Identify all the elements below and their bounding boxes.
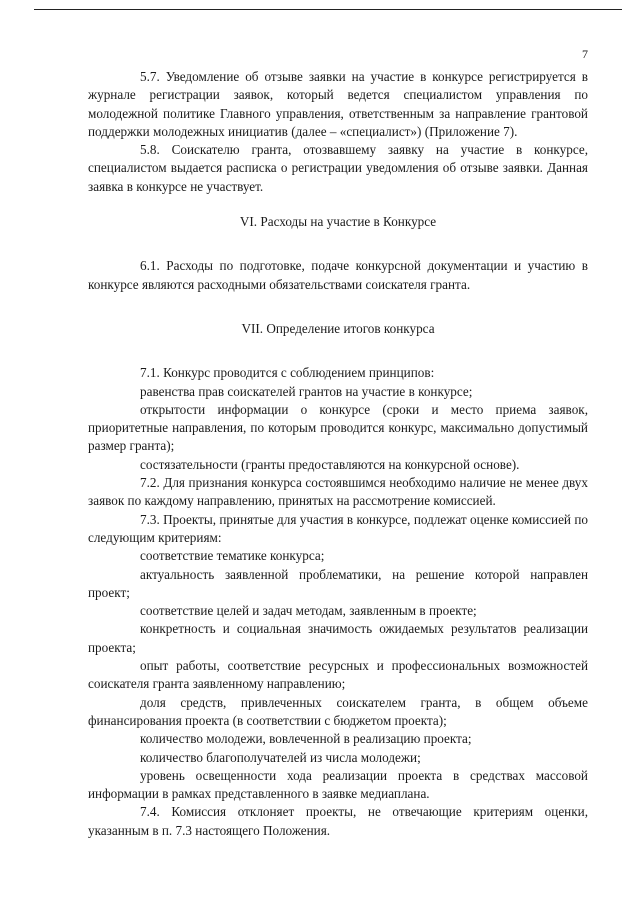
criteria-item: конкретность и социальная значимость ожидаемых результатов реализации проекта; [88, 621, 588, 655]
top-border-line [34, 9, 622, 10]
criteria-item: опыт работы, соответствие ресурсных и профессиональных возможностей соискателя гранта заявленному направлению; [88, 658, 588, 692]
section-heading-7: VII. Определение итогов конкурса [241, 320, 435, 336]
criteria-item: соответствие целей и задач методам, заявленным в проекте; [140, 603, 477, 619]
section-heading-6: VI. Расходы на участие в Конкурсе [239, 214, 437, 230]
document-body [88, 68, 588, 840]
criteria-item: соответствие тематике конкурса; [140, 548, 325, 564]
page-number: 7 [582, 47, 588, 61]
paragraph-5-7: 5.7. Уведомление об отзыве заявки на участие в конкурсе регистрируется в журнале регистрации заявок, который ведется специалистом управления по молодежной политике Главного управления, ответственным за направление грантовой поддержки молодежных инициатив (далее – «специалист») (Приложение 7). [88, 69, 588, 139]
criteria-item: доля средств, привлеченных соискателем гранта, в общем объеме финансирования проекта (в соответствии с бюджетом проекта); [88, 694, 588, 728]
paragraph-6-1: 6.1. Расходы по подготовке, подаче конкурсной документации и участию в конкурсе являются расходными обязательствами соискателя гранта. [88, 258, 588, 292]
paragraph-7-4: 7.4. Комиссия отклоняет проекты, не отвечающие критериям оценки, указанным в п. 7.3 настоящего Положения. [88, 804, 588, 838]
paragraph-7-1-item: равенства прав соискателей грантов на участие в конкурсе; [140, 383, 473, 399]
spacer [88, 294, 588, 320]
paragraph-7-1-item: открытости информации о конкурсе (сроки и место приема заявок, приоритетные направления, по которым проводится конкурс, максимально допустимый размер гранта); [88, 401, 588, 454]
criteria-item: количество молодежи, вовлеченной в реализацию проекта; [140, 731, 472, 747]
criteria-item: уровень освещенности хода реализации проекта в средствах массовой информации в рамках представленного в заявке медиаплана. [88, 767, 588, 802]
paragraph-7-3: 7.3. Проекты, принятые для участия в конкурсе, подлежат оценке комиссией по следующим критериям: [88, 511, 588, 545]
paragraph-7-2: 7.2. Для признания конкурса состоявшимся необходимо наличие не менее двух заявок по каждому направлению, принятых на рассмотрение комиссией. [88, 475, 588, 509]
spacer [88, 231, 588, 257]
paragraph-7-1-item: состязательности (гранты предоставляются на конкурсной основе). [140, 456, 520, 472]
spacer [88, 196, 588, 213]
paragraph-5-8: 5.8. Соискателю гранта, отозвавшему заявку на участие в конкурсе, специалистом выдается расписка о регистрации уведомления об отзыве заявки. Данная заявка в конкурсе не участвует. [88, 142, 588, 194]
criteria-item: количество благополучателей из числа молодежи; [140, 749, 421, 765]
criteria-item: актуальность заявленной проблематики, на решение которой направлен проект; [88, 566, 588, 600]
spacer [88, 338, 588, 364]
paragraph-7-1: 7.1. Конкурс проводится с соблюдением принципов: [140, 365, 435, 381]
